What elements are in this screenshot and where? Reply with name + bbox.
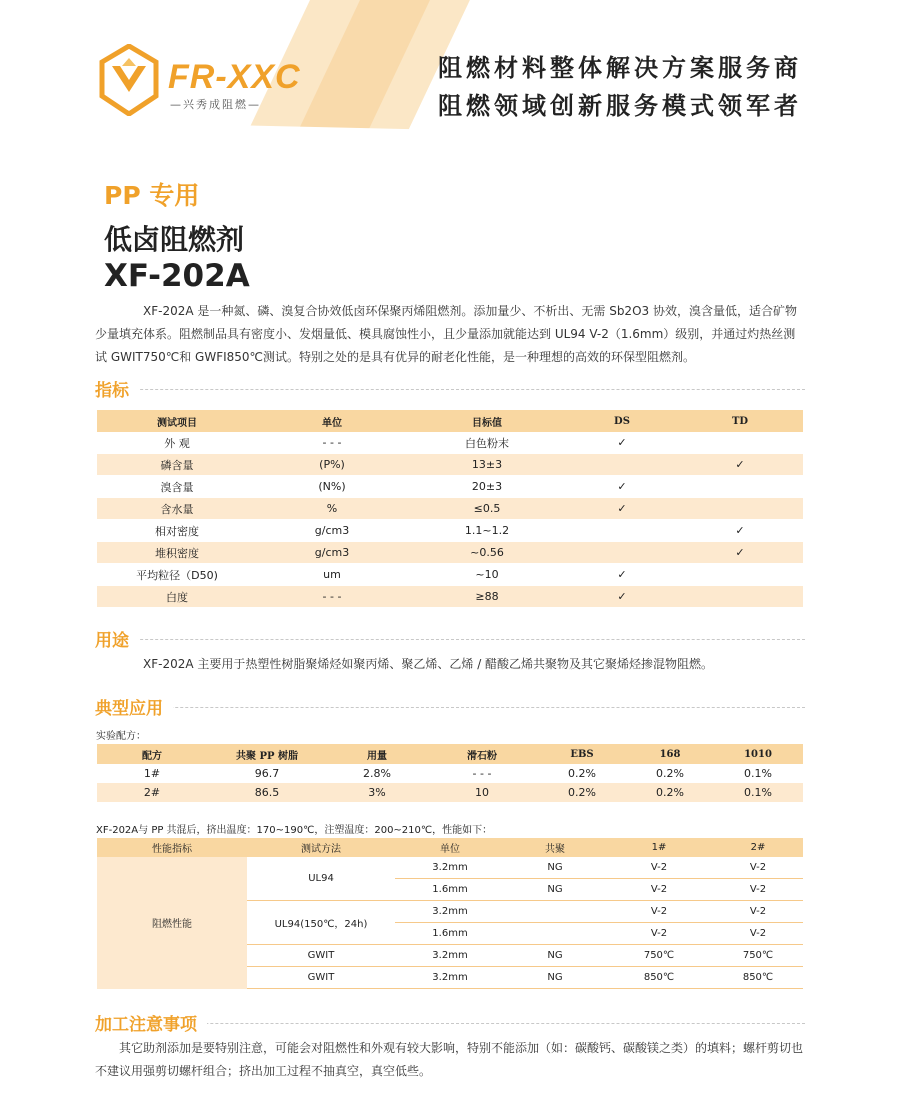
table-row	[97, 586, 803, 608]
table-header-cell: 测试方法	[247, 838, 395, 857]
table-cell: 3.2mm	[395, 901, 505, 923]
table-cell: V-2	[605, 879, 713, 901]
intro-paragraph: XF-202A 是一种氮、磷、溴复合协效低卤环保聚丙烯阻燃剂。添加量少、不析出、无需 Sb2O3 协效，溴含量低，适合矿物少量填充体系。阻燃制品具有密度小、发烟量低、模具腐蚀性小，且少量添加就能达到 UL94 V-2（1.6mm）级别，并通过灼热丝测试 GWIT750℃和 GWFI850℃测试。特别之处的是具有优异的耐老化性能，是一种理想的高效的环保型阻燃剂。	[95, 304, 797, 364]
section-divider	[95, 639, 805, 640]
table-cell: um	[257, 564, 407, 586]
table-cell: %	[257, 498, 407, 520]
check-mark	[677, 498, 803, 520]
table-cell: 850℃	[605, 967, 713, 989]
table-cell: 3.2mm	[395, 967, 505, 989]
table-cell: - - -	[257, 586, 407, 608]
table-row	[97, 764, 803, 783]
table-header-cell: 1010	[713, 744, 803, 764]
table-cell: 0.1%	[713, 783, 803, 802]
product-model: XF-202A	[104, 258, 250, 294]
formulation-table	[97, 744, 803, 802]
table-cell: GWIT	[247, 967, 395, 989]
check-mark: ✓	[567, 564, 677, 586]
spec-header-cell: 目标值	[407, 410, 567, 432]
table-cell: 1.1~1.2	[407, 520, 567, 542]
table-cell: 溴含量	[97, 476, 257, 498]
table-cell: 堆积密度	[97, 542, 257, 564]
table-cell: V-2	[713, 923, 803, 945]
table-cell: 0.2%	[627, 783, 713, 802]
table-cell: ≥88	[407, 586, 567, 608]
table-cell: NG	[505, 879, 605, 901]
formulation-header-row	[97, 744, 803, 764]
table-cell: 750℃	[713, 945, 803, 967]
table-header-cell: EBS	[537, 744, 627, 764]
table-header-cell: 用量	[327, 744, 427, 764]
table-cell: ≤0.5	[407, 498, 567, 520]
check-mark: ✓	[567, 476, 677, 498]
table-cell: 3%	[327, 783, 427, 802]
section-title: 加工注意事项	[95, 1010, 207, 1035]
table-cell: 0.2%	[656, 767, 684, 780]
table-cell: g/cm3	[257, 542, 407, 564]
table-header-cell: 配方	[97, 744, 207, 764]
check-mark: ✓	[567, 498, 677, 520]
table-row	[97, 454, 803, 476]
table-header-cell: 1#	[605, 838, 713, 857]
logo-icon	[98, 44, 160, 116]
table-cell: 0.2%	[568, 767, 596, 780]
performance-intro: XF-202A与 PP 共混后，挤出温度：170~190℃，注塑温度：200~210℃，性能如下：	[96, 825, 493, 836]
table-cell: 1#	[143, 767, 161, 780]
check-mark	[567, 520, 677, 542]
performance-table	[97, 838, 803, 989]
product-name: 低卤阻燃剂	[104, 223, 245, 256]
check-mark	[677, 586, 803, 608]
performance-header-row	[97, 838, 803, 857]
check-mark: ✓	[567, 432, 677, 454]
spec-header-cell: 测试项目	[97, 410, 257, 432]
table-cell: 相对密度	[97, 520, 257, 542]
table-cell: UL94	[247, 857, 395, 901]
table-row	[97, 432, 803, 454]
table-cell: NG	[505, 857, 605, 879]
section-title: 用途	[95, 626, 139, 651]
table-cell: ~0.56	[407, 542, 567, 564]
check-mark: ✓	[677, 542, 803, 564]
table-cell: V-2	[713, 857, 803, 879]
table-cell: 3.2mm	[395, 857, 505, 879]
brand-name: FR-XXC	[168, 58, 301, 96]
table-header-cell: 共聚 PP 树脂	[207, 744, 327, 764]
spec-header-row	[97, 410, 803, 432]
table-row	[97, 542, 803, 564]
table-cell: 白度	[97, 586, 257, 608]
table-cell: 外 观	[97, 432, 257, 454]
table-cell: 86.5	[207, 783, 327, 802]
table-cell: (N%)	[257, 476, 407, 498]
table-cell: V-2	[605, 857, 713, 879]
table-cell: V-2	[713, 901, 803, 923]
table-cell: 1.6mm	[395, 923, 505, 945]
table-cell: 2#	[97, 783, 207, 802]
tagline-1: 阻燃材料整体解决方案服务商	[438, 54, 802, 82]
table-cell: 3.2mm	[395, 945, 505, 967]
table-cell: 白色粉末	[407, 432, 567, 454]
table-row	[97, 520, 803, 542]
table-header-cell: 2#	[713, 838, 803, 857]
table-header-cell: 滑石粉	[427, 744, 537, 764]
table-row	[97, 476, 803, 498]
table-cell: (P%)	[257, 454, 407, 476]
brand-slogan: —兴秀成阻燃—	[170, 98, 261, 111]
table-cell: - - -	[257, 432, 407, 454]
table-cell: NG	[505, 945, 605, 967]
processing-paragraph: 其它助剂添加是要特别注意，可能会对阻燃性和外观有较大影响，特别不能添加（如：碳酸钙、碳酸镁之类）的填料；螺杆剪切也不建议用强剪切螺杆组合；挤出加工过程不抽真空，真空低些。	[95, 1041, 804, 1078]
table-cell: GWIT	[247, 945, 395, 967]
section-usage	[95, 626, 805, 650]
table-header-cell: 单位	[395, 838, 505, 857]
section-divider	[95, 707, 805, 708]
spec-header-cell: DS	[567, 410, 677, 432]
table-cell: NG	[505, 967, 605, 989]
check-mark	[677, 564, 803, 586]
table-cell: 850℃	[713, 967, 803, 989]
table-cell: 20±3	[407, 476, 567, 498]
table-cell: 750℃	[605, 945, 713, 967]
tagline-2: 阻燃领域创新服务模式领军者	[438, 92, 802, 120]
formulation-label: 实验配方：	[96, 731, 146, 742]
table-header-cell: 共聚	[505, 838, 605, 857]
table-header-cell: 168	[627, 744, 713, 764]
spec-header-cell: TD	[677, 410, 803, 432]
table-cell: ~10	[407, 564, 567, 586]
table-row	[97, 498, 803, 520]
section-application	[95, 694, 805, 718]
table-cell: g/cm3	[257, 520, 407, 542]
spec-header-cell: 单位	[257, 410, 407, 432]
table-cell: 96.7	[254, 767, 280, 780]
section-specs	[95, 376, 805, 400]
check-mark	[677, 476, 803, 498]
table-cell: 0.1%	[744, 767, 772, 780]
spec-table	[97, 410, 803, 608]
check-mark	[677, 432, 803, 454]
table-cell: 0.2%	[537, 783, 627, 802]
table-cell: 磷含量	[97, 454, 257, 476]
check-mark	[567, 454, 677, 476]
table-cell	[505, 901, 605, 923]
table-cell: 10	[427, 783, 537, 802]
check-mark: ✓	[567, 586, 677, 608]
check-mark: ✓	[677, 520, 803, 542]
table-cell: V-2	[713, 879, 803, 901]
check-mark: ✓	[677, 454, 803, 476]
table-cell: 平均粒径（D50)	[97, 564, 257, 586]
group-label: 阻燃性能	[97, 857, 247, 989]
table-row	[97, 857, 803, 879]
table-cell: - - -	[472, 767, 492, 780]
table-cell: V-2	[605, 901, 713, 923]
section-title: 典型应用	[95, 694, 173, 719]
usage-paragraph: XF-202A 主要用于热塑性树脂聚烯烃如聚丙烯、聚乙烯、乙烯 / 醋酸乙烯共聚物及其它聚烯烃掺混物阻燃。	[143, 657, 714, 671]
section-processing	[95, 1010, 805, 1034]
header-banner	[0, 0, 900, 148]
check-mark	[567, 542, 677, 564]
table-row	[97, 783, 803, 802]
table-row	[97, 564, 803, 586]
table-cell: 含水量	[97, 498, 257, 520]
table-cell: 13±3	[407, 454, 567, 476]
table-cell	[505, 923, 605, 945]
table-cell: 2.8%	[363, 767, 391, 780]
table-header-cell: 性能指标	[97, 838, 247, 857]
table-cell: UL94(150℃，24h)	[247, 901, 395, 945]
section-divider	[95, 389, 805, 390]
section-title: 指标	[95, 376, 139, 401]
table-cell: V-2	[605, 923, 713, 945]
table-cell: 1.6mm	[395, 879, 505, 901]
product-category: PP 专用	[104, 181, 200, 210]
